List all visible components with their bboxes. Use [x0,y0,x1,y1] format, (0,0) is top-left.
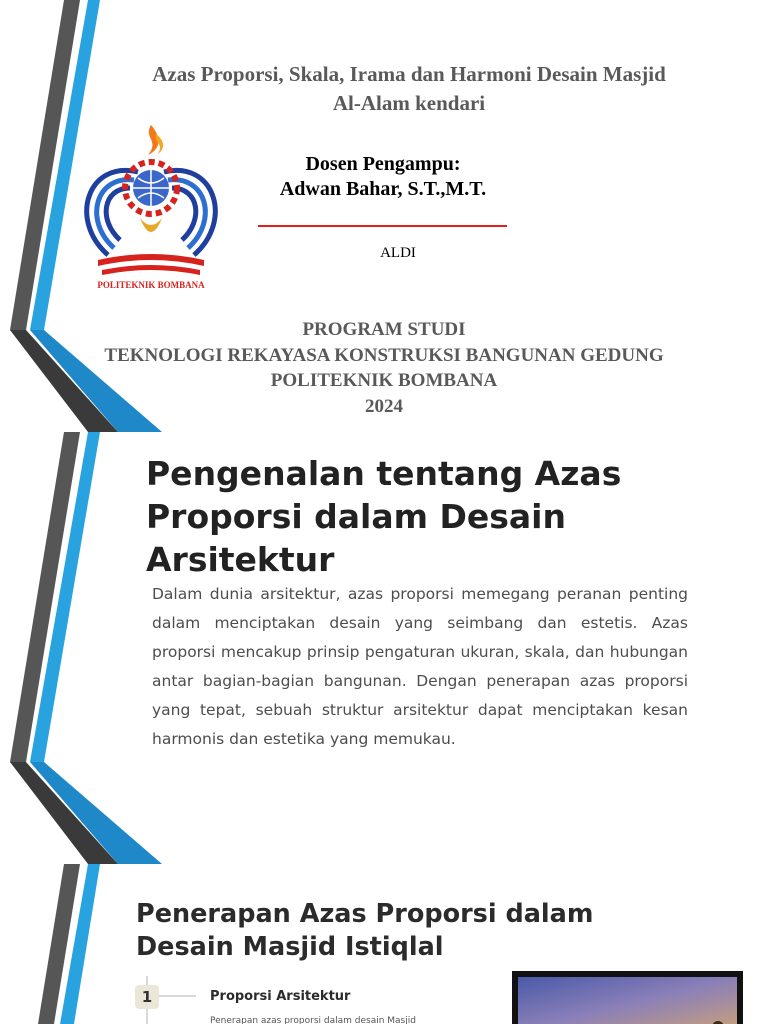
intro-slide [0,432,768,864]
presentation-title: Azas Proporsi, Skala, Irama dan Harmoni Desain Masjid Al-Alam kendari [152,62,666,115]
institution-name: POLITEKNIK BOMBANA [270,370,498,391]
program-block [30,317,738,419]
red-divider [258,225,507,227]
slide-decoration [0,432,170,864]
slide-heading: Penerapan Azas Proporsi dalam Desain Masjid Istiqlal [136,899,594,962]
application-slide [0,864,768,1024]
politeknik-logo [68,120,234,292]
program-name: TEKNOLOGI REKAYASA KONSTRUKSI BANGUNAN GEDUNG [104,344,664,366]
logo-text: POLITEKNIK BOMBANA [97,280,205,290]
timeline-step-text: Penerapan azas proporsi dalam desain Masjid [210,1016,416,1024]
lecturer-name: Adwan Bahar, S.T.,M.T. [279,178,487,200]
timeline-connector [158,995,196,997]
timeline-step-title: Proporsi Arsitektur [210,989,351,1004]
slide-heading: Pengenalan tentang Azas Proporsi dalam Desain Arsitektur [146,454,622,579]
lecturer-block [258,152,508,202]
author-name: ALDI [380,245,416,261]
year: 2024 [365,395,403,417]
lecturer-label: Dosen Pengampu: [305,153,461,175]
timeline-step-number: 1 [135,985,159,1009]
mosque-photo [512,971,743,1024]
title-slide [0,0,768,432]
slide-body: Dalam dunia arsitektur, azas proporsi memegang peranan penting dalam menciptakan desain yang seimbang dan estetis. Azas proporsi mencakup prinsip pengaturan ukuran, skala, dan hubungan antar bagian-bagian bangunan. Dengan penerapan azas proporsi yang tepat, sebuah struktur arsitektur dapat menciptakan kesan harmonis dan estetika yang memukau. [152,585,688,748]
mosque-photo-image [518,977,737,1024]
program-label: PROGRAM STUDI [302,319,466,340]
